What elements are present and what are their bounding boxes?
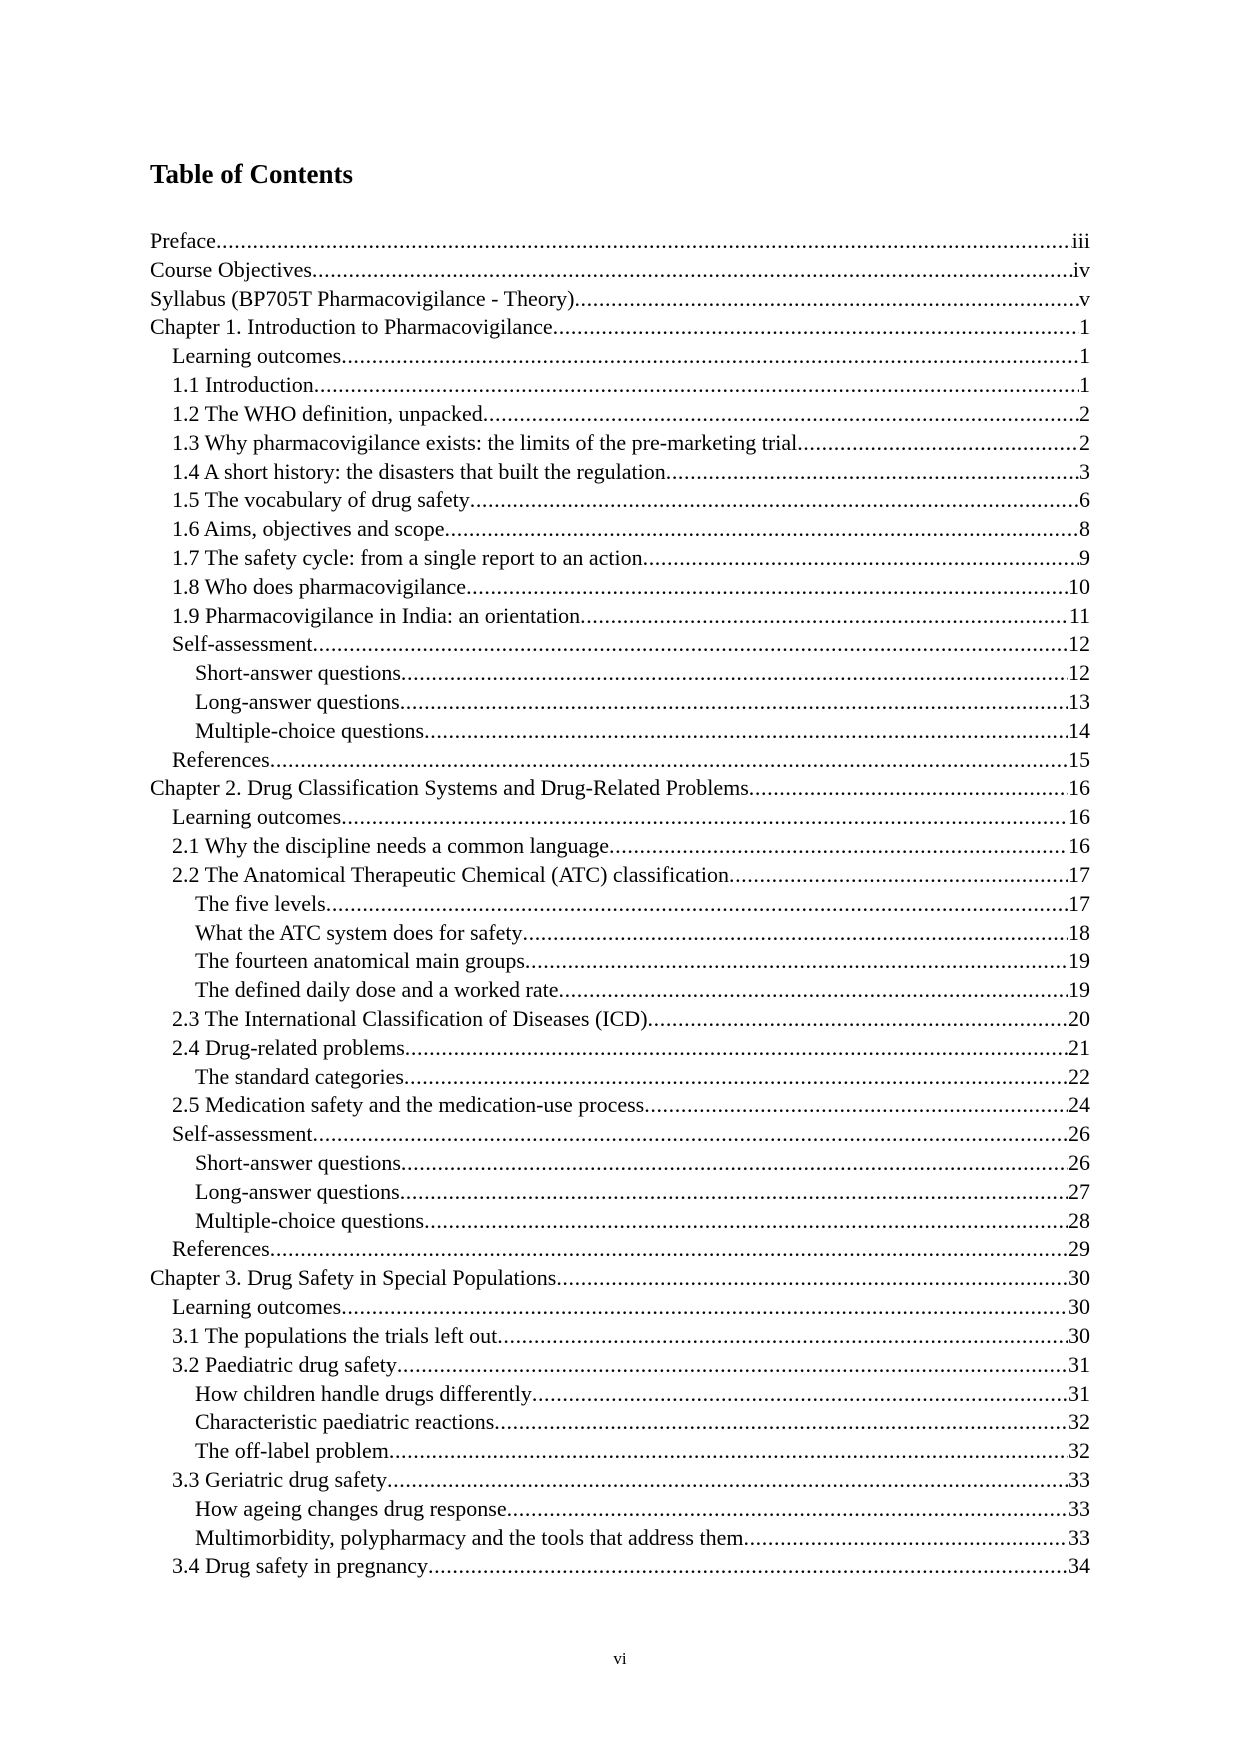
toc-entry-label: The standard categories (195, 1063, 404, 1089)
toc-entry-label: 2.3 The International Classification of Diseases (ICD) (172, 1005, 648, 1031)
toc-entry[interactable] (150, 342, 1090, 371)
dot-leader (483, 400, 1079, 429)
toc-entry[interactable] (150, 1034, 1090, 1063)
toc-entry-page: 16 (1068, 775, 1090, 801)
toc-entry-label: 3.4 Drug safety in pregnancy (172, 1553, 428, 1579)
dot-leader (729, 861, 1068, 890)
toc-entry-page: v (1079, 285, 1090, 311)
toc-entry-page: 28 (1068, 1207, 1090, 1233)
dot-leader (428, 1552, 1068, 1581)
dot-leader (466, 573, 1068, 602)
toc-entry-label: Learning outcomes (172, 804, 342, 830)
toc-entry-page: 6 (1079, 487, 1090, 513)
toc-entry[interactable] (150, 746, 1090, 775)
toc-entry-label: Long-answer questions (195, 1178, 400, 1204)
toc-entry-page: 11 (1068, 602, 1090, 628)
toc-entry[interactable] (150, 1264, 1090, 1293)
toc-title: Table of Contents (150, 159, 354, 189)
dot-leader (507, 1495, 1068, 1524)
dot-leader (404, 1063, 1068, 1092)
toc-entry-label: Multiple-choice questions (195, 1207, 425, 1233)
toc-entry[interactable] (150, 1091, 1090, 1120)
toc-entry-page: 18 (1068, 919, 1090, 945)
toc-entry[interactable] (150, 544, 1090, 573)
toc-entry-page: 20 (1068, 1005, 1090, 1031)
toc-entry-page: 31 (1068, 1351, 1090, 1377)
dot-leader (270, 1235, 1068, 1264)
toc-entry-page: 15 (1068, 746, 1090, 772)
toc-entry-page: 9 (1079, 544, 1090, 570)
toc-entry[interactable] (150, 573, 1090, 602)
toc-entry[interactable] (150, 285, 1090, 314)
toc-entry-label: Syllabus (BP705T Pharmacovigilance - Theory) (150, 285, 575, 311)
dot-leader (313, 1120, 1068, 1149)
toc-entry[interactable] (150, 688, 1090, 717)
dot-leader (553, 313, 1079, 342)
toc-entry-label: The five levels (195, 890, 326, 916)
dot-leader (580, 602, 1069, 631)
toc-entry-page: 30 (1068, 1294, 1090, 1320)
dot-leader (397, 1351, 1068, 1380)
toc-entry-label: Chapter 1. Introduction to Pharmacovigilance (150, 314, 553, 340)
dot-leader (389, 1437, 1068, 1466)
toc-entry-page: 29 (1068, 1236, 1090, 1262)
dot-leader (525, 947, 1068, 976)
toc-entry-page: 14 (1068, 717, 1090, 743)
toc-entry-label: 1.9 Pharmacovigilance in India: an orientation (172, 602, 581, 628)
toc-entry-label: 2.5 Medication safety and the medication-use process (172, 1092, 645, 1118)
toc-entry-page: 33 (1068, 1466, 1090, 1492)
toc-entry-page: iv (1072, 256, 1090, 282)
dot-leader (532, 1380, 1068, 1409)
toc-entry-page: 24 (1068, 1092, 1090, 1118)
toc-entry[interactable] (150, 919, 1090, 948)
dot-leader (743, 1524, 1068, 1553)
toc-entry[interactable] (150, 1495, 1090, 1524)
toc-entry-label: 3.2 Paediatric drug safety (172, 1351, 397, 1377)
toc-entry-page: 21 (1068, 1034, 1090, 1060)
toc-entry-label: 3.3 Geriatric drug safety (172, 1466, 388, 1492)
toc-entry-label: Self-assessment (172, 1121, 313, 1147)
toc-entry-page: 1 (1079, 372, 1090, 398)
toc-entry-label: Short-answer questions (195, 1150, 401, 1175)
dot-leader (387, 1466, 1068, 1495)
dot-leader (574, 285, 1079, 314)
toc-entry[interactable] (150, 1120, 1090, 1149)
toc-entry-page: 10 (1068, 573, 1090, 599)
dot-leader (270, 746, 1068, 775)
toc-entry[interactable] (150, 630, 1090, 659)
dot-leader (312, 256, 1073, 285)
dot-leader (326, 890, 1068, 919)
toc-entry-label: 1.5 The vocabulary of drug safety (172, 487, 470, 513)
dot-leader (400, 1178, 1068, 1207)
toc-entry[interactable] (150, 1408, 1090, 1437)
toc-entry[interactable] (150, 832, 1090, 861)
dot-leader (216, 227, 1072, 256)
toc-entry-label: 1.8 Who does pharmacovigilance (172, 573, 467, 599)
toc-entry[interactable] (150, 1149, 1090, 1178)
toc-entry[interactable] (150, 313, 1090, 342)
toc-entry-label: 1.6 Aims, objectives and scope (172, 516, 445, 542)
toc-entry-page: 1 (1079, 314, 1090, 340)
toc-entry[interactable] (150, 1380, 1090, 1409)
toc-entry-label: Multiple-choice questions (195, 717, 425, 743)
toc-entry-label: How children handle drugs differently (195, 1380, 532, 1406)
toc-entry-page: 17 (1068, 861, 1090, 887)
toc-entry-page: 16 (1068, 804, 1090, 830)
toc-entry[interactable] (150, 371, 1090, 400)
dot-leader (749, 774, 1068, 803)
toc-entry[interactable] (150, 976, 1090, 1005)
toc-entry-label: 1.2 The WHO definition, unpacked (172, 400, 483, 426)
toc-entry-label: Preface (150, 228, 216, 253)
toc-entry[interactable] (150, 659, 1090, 688)
dot-leader (445, 515, 1079, 544)
toc-entry-label: How ageing changes drug response (195, 1495, 507, 1521)
toc-entry[interactable] (150, 515, 1090, 544)
toc-entry-page: 16 (1068, 833, 1090, 859)
dot-leader (401, 1149, 1068, 1178)
toc-entry-page: 19 (1068, 948, 1090, 974)
toc-entry-page: 32 (1068, 1409, 1090, 1435)
toc-entry-page: 2 (1079, 429, 1090, 455)
toc-entry-label: The defined daily dose and a worked rate (195, 977, 559, 1003)
dot-leader (609, 832, 1068, 861)
toc-entry-page: 30 (1068, 1265, 1090, 1291)
toc-entry-label: 2.2 The Anatomical Therapeutic Chemical (ATC) classification (172, 861, 729, 887)
dot-leader (401, 659, 1068, 688)
toc-entry[interactable] (150, 602, 1090, 631)
toc-entry-label: 1.3 Why pharmacovigilance exists: the limits of the pre-marketing trial (172, 429, 798, 455)
dot-leader (494, 1408, 1068, 1437)
toc-entry[interactable] (150, 1351, 1090, 1380)
toc-list (150, 227, 1090, 1581)
toc-entry-label: 2.4 Drug-related problems (172, 1034, 405, 1060)
dot-leader (341, 342, 1079, 371)
toc-entry[interactable] (150, 1293, 1090, 1322)
toc-entry-page: 27 (1068, 1178, 1090, 1204)
dot-leader (314, 371, 1079, 400)
dot-leader (405, 1034, 1068, 1063)
toc-entry[interactable] (150, 1063, 1090, 1092)
toc-entry-page: 32 (1068, 1438, 1090, 1464)
toc-entry-page: 19 (1068, 977, 1090, 1003)
toc-entry[interactable] (150, 1235, 1090, 1264)
toc-entry-page: 26 (1068, 1150, 1090, 1175)
dot-leader (424, 717, 1068, 746)
toc-entry-page: 2 (1079, 400, 1090, 426)
toc-entry[interactable] (150, 400, 1090, 429)
toc-entry[interactable] (150, 227, 1090, 256)
dot-leader (523, 919, 1069, 948)
toc-entry[interactable] (150, 890, 1090, 919)
dot-leader (666, 458, 1079, 487)
toc-entry-page: 8 (1079, 516, 1090, 542)
toc-entry-label: 3.1 The populations the trials left out (172, 1322, 498, 1348)
dot-leader (424, 1207, 1068, 1236)
toc-entry-page: 33 (1068, 1524, 1090, 1550)
toc-entry-label: Chapter 2. Drug Classification Systems and Drug-Related Problems (150, 775, 749, 801)
toc-entry-label: Self-assessment (172, 631, 313, 657)
toc-entry-label: Short-answer questions (195, 660, 401, 686)
toc-entry-page: 13 (1068, 689, 1090, 714)
toc-entry-page: 30 (1068, 1322, 1090, 1348)
toc-entry-page: 1 (1079, 343, 1090, 369)
dot-leader (497, 1322, 1068, 1351)
toc-entry[interactable] (150, 256, 1090, 285)
toc-entry-label: References (172, 1236, 270, 1262)
toc-entry-label: Learning outcomes (172, 343, 342, 369)
toc-entry[interactable] (150, 1466, 1090, 1495)
toc-entry[interactable] (150, 1322, 1090, 1351)
toc-entry-page: 31 (1068, 1380, 1090, 1406)
toc-entry[interactable] (150, 774, 1090, 803)
toc-entry-page: 22 (1068, 1063, 1090, 1089)
toc-entry[interactable] (150, 1005, 1090, 1034)
toc-entry[interactable] (150, 803, 1090, 832)
toc-entry[interactable] (150, 458, 1090, 487)
toc-entry-page: 12 (1068, 631, 1090, 657)
toc-entry[interactable] (150, 1207, 1090, 1236)
toc-entry-label: The off-label problem (195, 1438, 389, 1464)
toc-entry-label: The fourteen anatomical main groups (195, 948, 525, 974)
toc-entry-label: Learning outcomes (172, 1294, 342, 1320)
dot-leader (648, 1005, 1068, 1034)
toc-entry[interactable] (150, 1178, 1090, 1207)
dot-leader (400, 688, 1068, 717)
toc-entry[interactable] (150, 1437, 1090, 1466)
dot-leader (341, 803, 1068, 832)
toc-entry-label: 1.4 A short history: the disasters that built the regulation (172, 458, 666, 484)
dot-leader (341, 1293, 1068, 1322)
toc-entry-page: iii (1071, 228, 1090, 253)
toc-entry-page: 34 (1068, 1553, 1090, 1579)
toc-entry-label: What the ATC system does for safety (195, 919, 523, 945)
toc-entry[interactable] (150, 486, 1090, 515)
toc-entry-label: Multimorbidity, polypharmacy and the tools that address them (195, 1524, 744, 1550)
dot-leader (556, 1264, 1068, 1293)
toc-entry-page: 26 (1068, 1121, 1090, 1147)
toc-entry-label: 1.7 The safety cycle: from a single report to an action (172, 544, 643, 570)
toc-entry-page: 12 (1068, 660, 1090, 686)
toc-entry[interactable] (150, 429, 1090, 458)
toc-entry-label: 1.1 Introduction (172, 372, 314, 398)
toc-entry-label: Course Objectives (150, 256, 312, 282)
toc-entry[interactable] (150, 717, 1090, 746)
dot-leader (797, 429, 1079, 458)
toc-entry[interactable] (150, 1524, 1090, 1553)
toc-entry-label: Characteristic paediatric reactions (195, 1409, 495, 1435)
dot-leader (644, 1091, 1068, 1120)
toc-entry[interactable] (150, 947, 1090, 976)
toc-entry-page: 3 (1079, 458, 1090, 484)
dot-leader (470, 486, 1079, 515)
toc-entry[interactable] (150, 861, 1090, 890)
toc-entry-page: 33 (1068, 1495, 1090, 1521)
page-number: vi (613, 1649, 627, 1668)
dot-leader (643, 544, 1079, 573)
toc-entry-label: Long-answer questions (195, 689, 400, 714)
toc-entry[interactable] (150, 1552, 1090, 1581)
toc-entry-label: Chapter 3. Drug Safety in Special Populations (150, 1265, 557, 1291)
toc-entry-label: 2.1 Why the discipline needs a common language (172, 833, 610, 859)
dot-leader (558, 976, 1068, 1005)
toc-entry-label: References (172, 746, 270, 772)
dot-leader (313, 630, 1068, 659)
toc-entry-page: 17 (1068, 890, 1090, 916)
